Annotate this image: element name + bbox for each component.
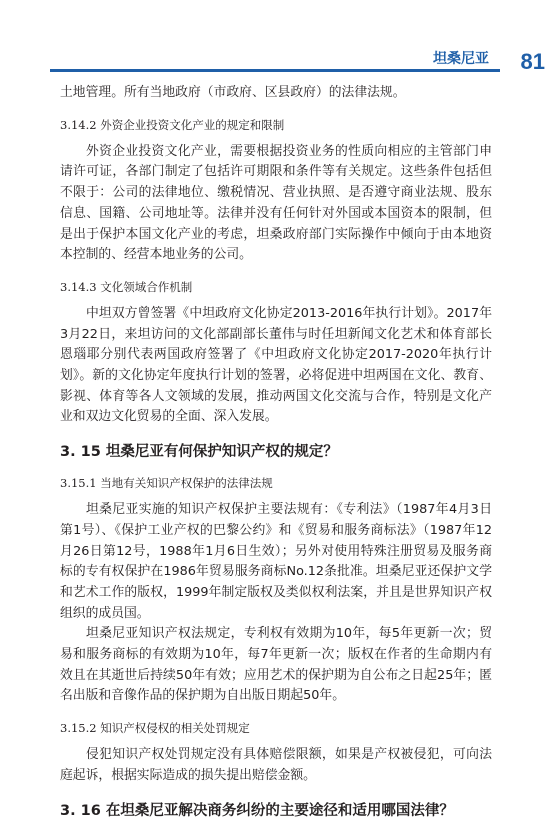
paragraph-foreign-investment-culture: 外资企业投资文化产业，需要根据投资业务的性质向相应的主管部门申请许可证，各部门制定了包括许可期限和条件等有关规定。这些条件包括但不限于：公司的法律地位、缴税情况、营业执照、是否遵守商业法规、股东信息、国籍、公司地址等。法律并没有任何针对外国或本国资本的限制，但是出于保护本国文化产业的考虑，坦桑政府部门实际操作中倾向于由本地资本控制的、经营本地业务的公司。 <box>60 143 492 263</box>
paragraph-culture-cooperation: 中坦双方曾签署《中坦政府文化协定2013-2016年执行计划》。2017年3月22日，来坦访问的文化部副部长董伟与时任坦新闻文化艺术和体育部长恩瑙耶分别代表两国政府签署了《中坦政府文化协定2017-2020年执行计划》。新的文化协定年度执行计划的签署，必将促进中坦两国在文化、教育、影视、体育等各人文领域的发展，推动两国文化交流与合作，特别是文化产业和双边文化贸易的全面、深入发展。 <box>60 305 492 425</box>
paragraph-ip-terms: 坦桑尼亚知识产权法规定，专利权有效期为10年，每5年更新一次；贸易和服务商标的有效期为10年，每7年更新一次；版权在作者的生命期内有效且在其逝世后持续50年有效；应用艺术的保护期为自公布之日起25年；匿名出版和音像作品的保护期为自出版日期起50年。 <box>60 626 492 704</box>
subsection-heading-3-14-2: 3.14.2 外资企业投资文化产业的规定和限制 <box>60 117 285 132</box>
section-heading-3-15: 3. 15 坦桑尼亚有何保护知识产权的规定？ <box>60 444 338 461</box>
header-rule <box>50 69 500 72</box>
page-body <box>60 83 492 833</box>
paragraph-ip-laws: 坦桑尼亚实施的知识产权保护主要法规有：《专利法》（1987年4月3日第1号）、《保护工业产权的巴黎公约》和《贸易和服务商标法》（1987年12月26日第12号，1988年1月6日生效）；另外对使用特殊注册贸易及服务商标的专有权保护在1986年贸易服务商标No.12条批准。坦桑尼亚还保护文学和艺术工作的版权，1999年制定版权及类似权利法案，并且是世界知识产权组织的成员国。 <box>60 502 492 621</box>
page-number: 81 <box>520 49 545 74</box>
section-heading-3-16: 3. 16 在坦桑尼亚解决商务纠纷的主要途径和适用哪国法律？ <box>60 802 454 819</box>
page-header <box>0 0 559 90</box>
subsection-heading-3-15-2: 3.15.2 知识产权侵权的相关处罚规定 <box>60 721 250 736</box>
paragraph-ip-penalties: 侵犯知识产权处罚规定没有具体赔偿限额，如果是产权被侵犯，可向法庭起诉，根据实际造成的损失提出赔偿金额。 <box>60 747 492 783</box>
running-header-title: 坦桑尼亚 <box>433 51 489 67</box>
paragraph-continued: 土地管理。所有当地政府（市政府、区县政府）的法律法规。 <box>60 85 406 100</box>
subsection-heading-3-15-1: 3.15.1 当地有关知识产权保护的法律法规 <box>60 476 273 491</box>
subsection-heading-3-14-3: 3.14.3 文化领域合作机制 <box>60 279 193 294</box>
